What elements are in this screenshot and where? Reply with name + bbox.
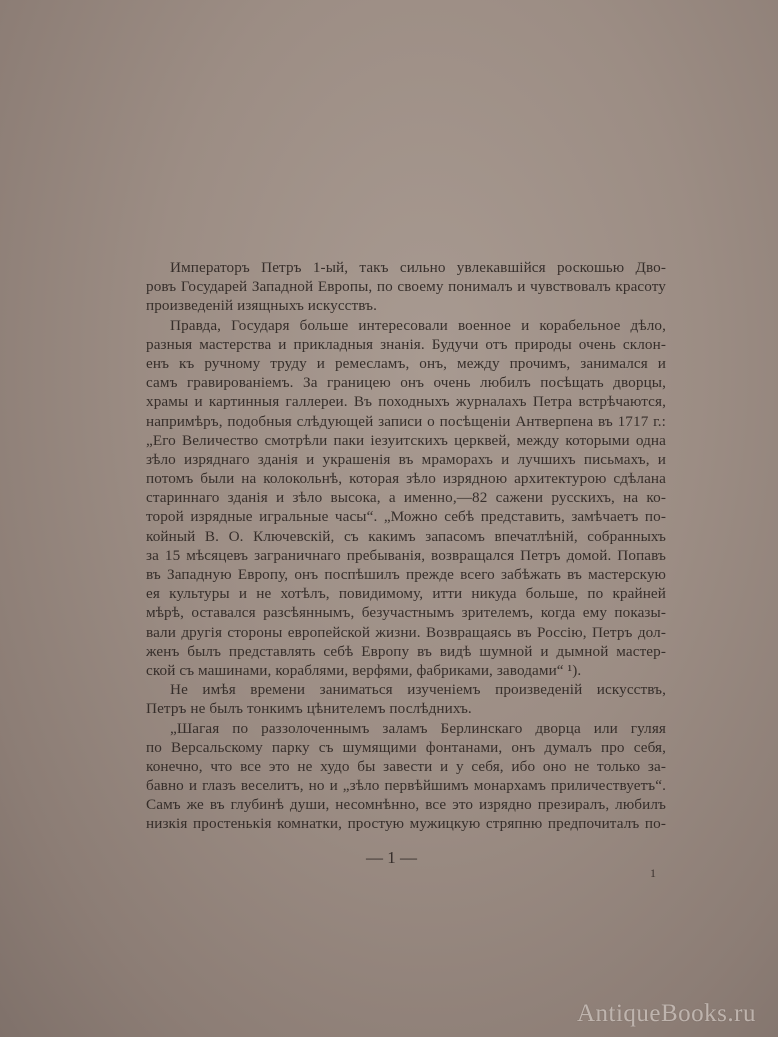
text-line: Императоръ Петръ 1-ый, такъ сильно увлекавшійся роскошью Дво- bbox=[170, 259, 666, 276]
text-line: Самъ же въ глубинѣ души, несомнѣнно, все это изрядно презиралъ, любилъ bbox=[146, 796, 666, 814]
text-line: Петръ не былъ тонкимъ цѣнителемъ послѣднихъ. bbox=[146, 700, 472, 718]
text-line: за 15 мѣсяцевъ заграничнаго пребыванія, возвращался Петръ домой. Попавъ bbox=[146, 546, 666, 564]
text-line: ровъ Государей Западной Европы, по своему понималъ и чувствовалъ красоту bbox=[146, 278, 666, 296]
text-line: въ Западную Европу, онъ поспѣшилъ прежде всего забѣжать въ мастерскую bbox=[146, 566, 666, 583]
text-line: ея культуры и не хотѣлъ, повидимому, итти никуда больше, по крайней bbox=[146, 585, 666, 603]
watermark: AntiqueBooks.ru bbox=[576, 1000, 756, 1027]
signature-mark: 1 bbox=[650, 866, 656, 880]
body-text bbox=[146, 258, 666, 834]
text-line: по Версальскому парку съ шумящими фонтанами, онъ думалъ про себя, bbox=[146, 738, 666, 756]
text-line: потомъ были на колокольнѣ, которая зѣло изрядною архитектурою сдѣлана bbox=[146, 470, 666, 488]
text-line: вали другія стороны европейской жизни. Возвращаясь въ Россію, Петръ дол- bbox=[146, 623, 666, 641]
text-line: Правда, Государя больше интересовали военное и корабельное дѣло, bbox=[170, 316, 666, 334]
text-line: женъ былъ представлять себѣ Европу въ видѣ шумной и дымной мастер- bbox=[146, 642, 666, 660]
text-line: низкія простенькія комнатки, простую мужицкую стряпню предпочиталъ по- bbox=[146, 815, 666, 833]
text-line: „Его Величество смотрѣли паки іезуитскихъ церквей, между которыми одна bbox=[146, 431, 666, 449]
text-line: храмы и картинныя галлереи. Въ походныхъ журналахъ Петра встрѣчаются, bbox=[146, 393, 666, 411]
text-line: мѣрѣ, оставался разсѣяннымъ, безучастнымъ зрителемъ, когда ему показы- bbox=[146, 604, 666, 622]
text-line: конечно, что все это не худо бы завести и у себя, ибо оно не только за- bbox=[146, 757, 666, 775]
text-line: енъ къ ручному труду и ремесламъ, онъ, между прочимъ, занимался и bbox=[146, 354, 666, 372]
text-line: стариннаго зданія и зѣло высока, а именно,—82 сажени русскихъ, на ко- bbox=[146, 489, 666, 507]
text-line: зѣло изряднаго зданія и украшенія въ мраморахъ и лучшихъ письмахъ, и bbox=[146, 450, 666, 468]
text-line: „Шагая по раззолоченнымъ заламъ Берлинскаго дворца или гуляя bbox=[170, 719, 666, 737]
text-line: самъ гравированіемъ. За границею онъ очень любилъ посѣщать дворцы, bbox=[146, 374, 666, 392]
text-line: разныя мастерства и прикладныя знанія. Будучи отъ природы очень склон- bbox=[146, 335, 666, 353]
text-line: койный В. О. Ключевскій, съ какимъ запасомъ впечатлѣній, собранныхъ bbox=[146, 527, 666, 545]
text-line: бавно и глазъ веселитъ, но и „зѣло первѣйшимъ монархамъ приличествуетъ“. bbox=[146, 777, 666, 795]
text-line: ской съ машинами, кораблями, верфями, фабриками, заводами“ ¹). bbox=[146, 661, 582, 679]
text-line: напримѣръ, подобныя слѣдующей записи о посѣщеніи Антверпена въ 1717 г.: bbox=[146, 412, 666, 430]
text-line: торой изрядные игральные часы“. „Можно себѣ представить, замѣчаетъ по- bbox=[146, 508, 666, 526]
page-number: — 1 — bbox=[366, 848, 417, 867]
text-line: Не имѣя времени заниматься изученіемъ произведеній искусствъ, bbox=[170, 681, 666, 699]
text-line: произведеній изящныхъ искусствъ. bbox=[146, 297, 377, 315]
